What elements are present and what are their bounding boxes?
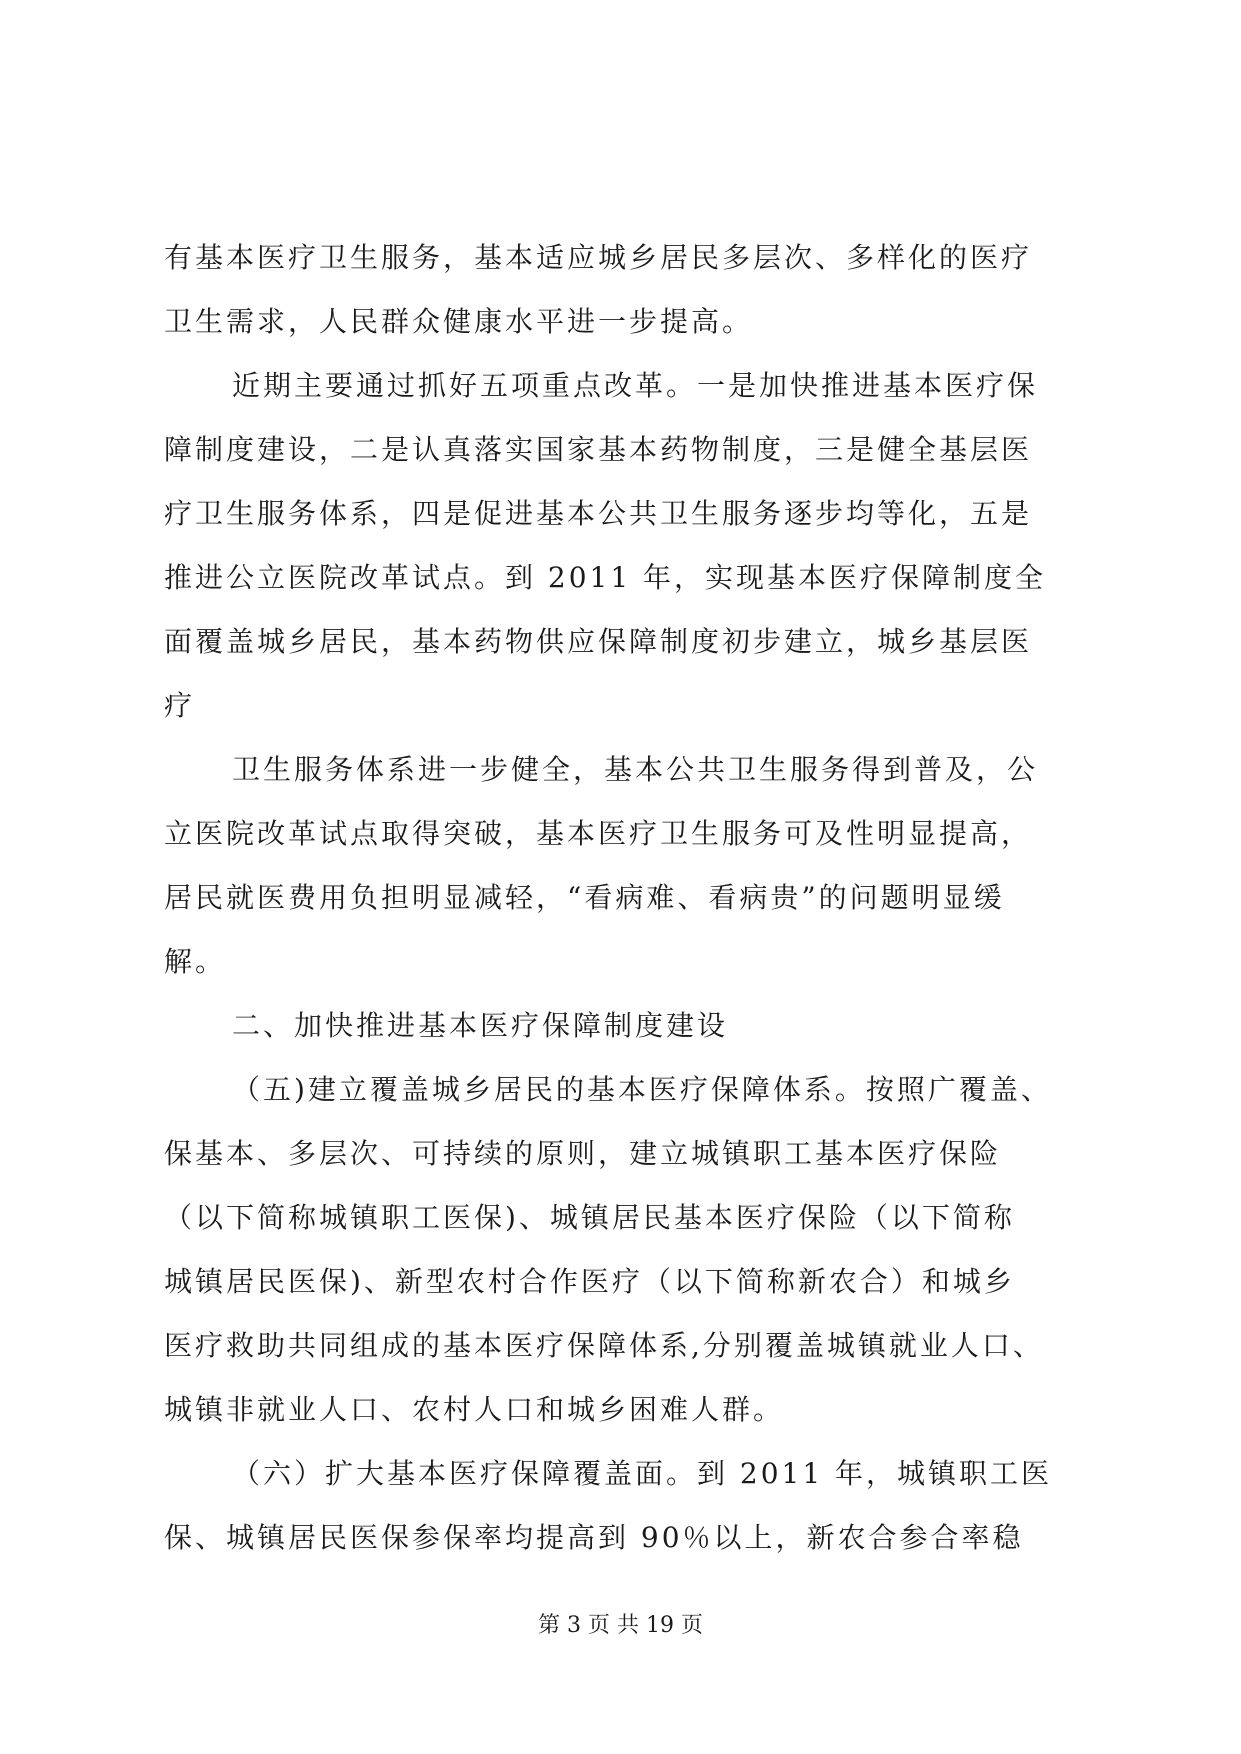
text-line: （以下简称城镇职工医保)、城镇居民基本医疗保险（以下简称 [164, 1201, 1015, 1234]
text-line: 卫生需求，人民群众健康水平进一步提高。 [164, 305, 754, 338]
text-line: 面覆盖城乡居民，基本药物供应保障制度初步建立，城乡基层医 [164, 625, 1033, 658]
text-line: （五)建立覆盖城乡居民的基本医疗保障体系。按照广覆盖、 [232, 1073, 1052, 1106]
text-line: 疗 [164, 689, 196, 722]
text-line: 立医院改革试点取得突破，基本医疗卫生服务可及性明显提高， [164, 817, 1033, 850]
text-line: 推进公立医院改革试点。到 2011 年，实现基本医疗保障制度全 [164, 561, 1047, 594]
text-line: 解。 [164, 945, 227, 978]
text-line: 卫生服务体系进一步健全，基本公共卫生服务得到普及，公 [232, 753, 1039, 786]
text-line: 居民就医费用负担明显减轻，“看病难、看病贵”的问题明显缓 [164, 881, 1005, 914]
text-line: 医疗救助共同组成的基本医疗保障体系,分别覆盖城镇就业人口、 [164, 1329, 1044, 1362]
text-line: （六）扩大基本医疗保障覆盖面。到 2011 年，城镇职工医 [232, 1457, 1053, 1490]
text-line: 保基本、多层次、可持续的原则，建立城镇职工基本医疗保险 [164, 1137, 1002, 1170]
text-line: 保、城镇居民医保参保率均提高到 90％以上，新农合参合率稳 [164, 1521, 1024, 1554]
text-line: 城镇居民医保)、新型农村合作医疗（以下简称新农合）和城乡 [164, 1265, 1015, 1298]
text-line: 障制度建设，二是认真落实国家基本药物制度，三是健全基层医 [164, 433, 1033, 466]
section-heading: 二、加快推进基本医疗保障制度建设 [232, 1009, 729, 1042]
text-line: 城镇非就业人口、农村人口和城乡困难人群。 [164, 1393, 785, 1426]
page-number-footer: 第 3 页 共 19 页 [538, 1613, 703, 1638]
body-text [164, 226, 1084, 1570]
text-line: 有基本医疗卫生服务，基本适应城乡居民多层次、多样化的医疗 [164, 241, 1033, 274]
text-line: 疗卫生服务体系，四是促进基本公共卫生服务逐步均等化，五是 [164, 497, 1033, 530]
text-line: 近期主要通过抓好五项重点改革。一是加快推进基本医疗保 [232, 369, 1039, 402]
